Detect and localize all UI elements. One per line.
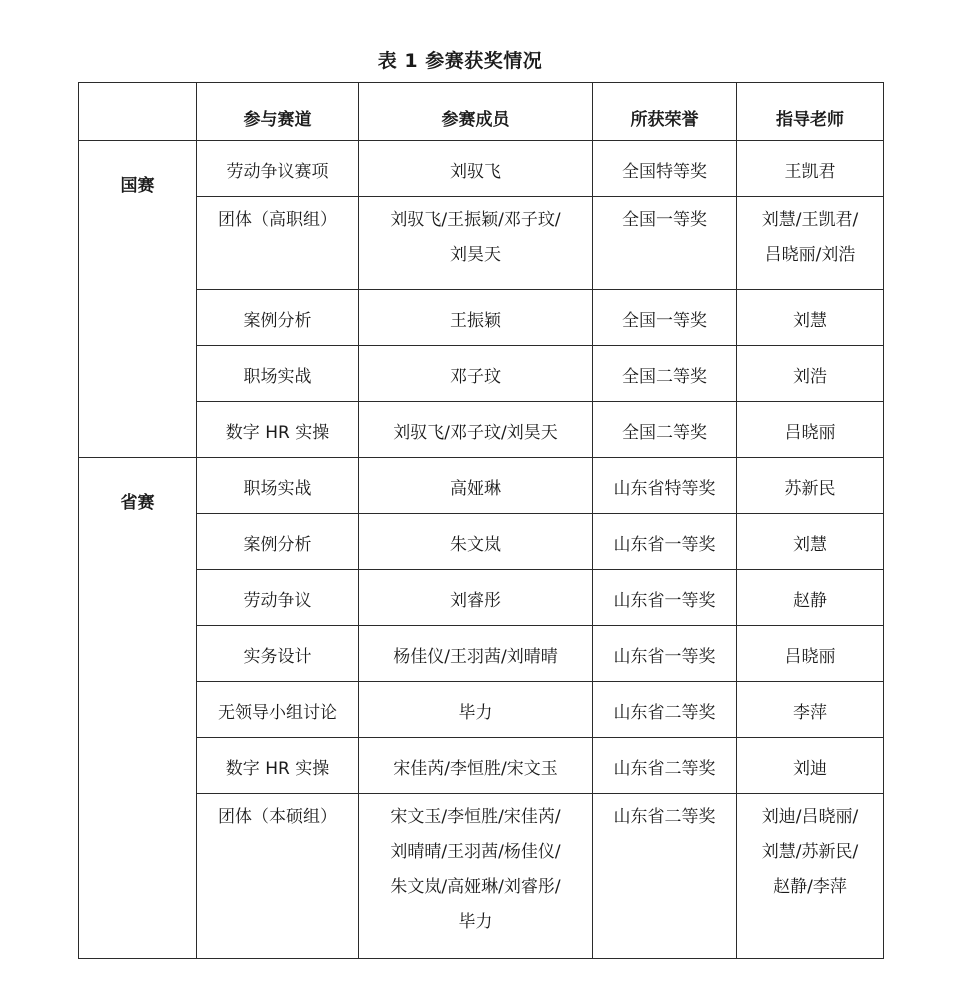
teachers-cell bbox=[737, 458, 884, 514]
teachers-cell bbox=[737, 794, 884, 959]
teachers-cell bbox=[737, 402, 884, 458]
teachers-cell-line: 刘慧 bbox=[793, 311, 827, 331]
members-cell-line: 刘昊天 bbox=[450, 245, 501, 265]
members-cell-line: 高娅琳 bbox=[450, 479, 501, 499]
teachers-cell-line: 吕晓丽 bbox=[784, 647, 836, 667]
table-row bbox=[79, 794, 884, 959]
members-cell bbox=[359, 458, 593, 514]
table-row bbox=[79, 458, 884, 514]
awards-table bbox=[78, 82, 884, 959]
track-cell: 团体（高职组） bbox=[197, 197, 359, 290]
teachers-cell bbox=[737, 514, 884, 570]
members-cell bbox=[359, 794, 593, 959]
table-row bbox=[79, 682, 884, 738]
header-members: 参赛成员 bbox=[359, 83, 593, 141]
track-cell: 职场实战 bbox=[197, 346, 359, 402]
members-cell-line: 宋文玉/李恒胜/宋佳芮/ bbox=[390, 807, 561, 827]
honor-cell: 山东省特等奖 bbox=[593, 458, 737, 514]
header-row bbox=[79, 83, 884, 141]
teachers-cell bbox=[737, 738, 884, 794]
teachers-cell-line: 刘慧 bbox=[793, 535, 827, 555]
teachers-cell bbox=[737, 290, 884, 346]
table-row bbox=[79, 197, 884, 290]
track-cell: 数字 HR 实操 bbox=[197, 402, 359, 458]
honor-cell: 全国二等奖 bbox=[593, 346, 737, 402]
members-cell bbox=[359, 346, 593, 402]
members-cell-line: 邓子玟 bbox=[450, 367, 501, 387]
table-row bbox=[79, 570, 884, 626]
teachers-cell bbox=[737, 346, 884, 402]
members-cell-line: 刘晴晴/王羽茜/杨佳仪/ bbox=[390, 842, 561, 862]
header-teachers: 指导老师 bbox=[737, 83, 884, 141]
competition-level: 国赛 bbox=[79, 141, 197, 458]
honor-cell: 山东省二等奖 bbox=[593, 682, 737, 738]
members-cell-line: 刘驭飞 bbox=[450, 162, 501, 182]
track-cell: 无领导小组讨论 bbox=[197, 682, 359, 738]
track-cell: 劳动争议 bbox=[197, 570, 359, 626]
header-level bbox=[79, 83, 197, 141]
track-cell: 团体（本硕组） bbox=[197, 794, 359, 959]
members-cell-line: 朱文岚/高娅琳/刘睿彤/ bbox=[390, 877, 561, 897]
track-cell: 案例分析 bbox=[197, 514, 359, 570]
members-cell-line: 宋佳芮/李恒胜/宋文玉 bbox=[393, 759, 558, 779]
members-cell-line: 刘驭飞/邓子玟/刘昊天 bbox=[393, 423, 558, 443]
members-cell bbox=[359, 626, 593, 682]
track-cell: 职场实战 bbox=[197, 458, 359, 514]
honor-cell: 山东省一等奖 bbox=[593, 626, 737, 682]
table-row bbox=[79, 141, 884, 197]
honor-cell: 全国二等奖 bbox=[593, 402, 737, 458]
table-row bbox=[79, 290, 884, 346]
honor-cell: 山东省一等奖 bbox=[593, 514, 737, 570]
teachers-cell-line: 赵静/李萍 bbox=[773, 877, 847, 897]
teachers-cell-line: 吕晓丽 bbox=[784, 423, 836, 443]
members-cell-line: 杨佳仪/王羽茜/刘晴晴 bbox=[393, 647, 558, 667]
teachers-cell-line: 刘慧/王凯君/ bbox=[761, 210, 859, 230]
members-cell bbox=[359, 514, 593, 570]
members-cell-line: 毕力 bbox=[458, 912, 493, 932]
table-row bbox=[79, 738, 884, 794]
teachers-cell bbox=[737, 570, 884, 626]
members-cell bbox=[359, 141, 593, 197]
honor-cell: 全国特等奖 bbox=[593, 141, 737, 197]
teachers-cell-line: 赵静 bbox=[793, 591, 827, 611]
members-cell bbox=[359, 682, 593, 738]
honor-cell: 全国一等奖 bbox=[593, 290, 737, 346]
table-title: 表 1 参赛获奖情况 bbox=[377, 50, 543, 72]
teachers-cell-line: 刘慧/苏新民/ bbox=[761, 842, 859, 862]
honor-cell: 山东省一等奖 bbox=[593, 570, 737, 626]
table-row bbox=[79, 346, 884, 402]
teachers-cell bbox=[737, 626, 884, 682]
table-row bbox=[79, 626, 884, 682]
track-cell: 劳动争议赛项 bbox=[197, 141, 359, 197]
teachers-cell bbox=[737, 141, 884, 197]
track-cell: 实务设计 bbox=[197, 626, 359, 682]
teachers-cell-line: 吕晓丽/刘浩 bbox=[764, 245, 856, 265]
teachers-cell-line: 苏新民 bbox=[784, 479, 836, 499]
members-cell-line: 刘驭飞/王振颖/邓子玟/ bbox=[390, 210, 561, 230]
members-cell-line: 刘睿彤 bbox=[450, 591, 501, 611]
members-cell bbox=[359, 570, 593, 626]
table-row bbox=[79, 514, 884, 570]
members-cell bbox=[359, 197, 593, 290]
members-cell bbox=[359, 738, 593, 794]
members-cell-line: 朱文岚 bbox=[450, 535, 501, 555]
teachers-cell bbox=[737, 682, 884, 738]
table-row bbox=[79, 402, 884, 458]
members-cell bbox=[359, 402, 593, 458]
honor-cell: 山东省二等奖 bbox=[593, 794, 737, 959]
header-honor: 所获荣誉 bbox=[593, 83, 737, 141]
honor-cell: 山东省二等奖 bbox=[593, 738, 737, 794]
teachers-cell-line: 刘迪/吕晓丽/ bbox=[761, 807, 859, 827]
members-cell-line: 毕力 bbox=[458, 703, 493, 723]
track-cell: 案例分析 bbox=[197, 290, 359, 346]
teachers-cell-line: 刘浩 bbox=[793, 367, 827, 387]
teachers-cell-line: 王凯君 bbox=[784, 162, 836, 182]
teachers-cell-line: 刘迪 bbox=[793, 759, 827, 779]
track-cell: 数字 HR 实操 bbox=[197, 738, 359, 794]
header-track: 参与赛道 bbox=[197, 83, 359, 141]
teachers-cell bbox=[737, 197, 884, 290]
honor-cell: 全国一等奖 bbox=[593, 197, 737, 290]
competition-level: 省赛 bbox=[79, 458, 197, 959]
members-cell-line: 王振颖 bbox=[450, 311, 501, 331]
teachers-cell-line: 李萍 bbox=[793, 703, 827, 723]
members-cell bbox=[359, 290, 593, 346]
